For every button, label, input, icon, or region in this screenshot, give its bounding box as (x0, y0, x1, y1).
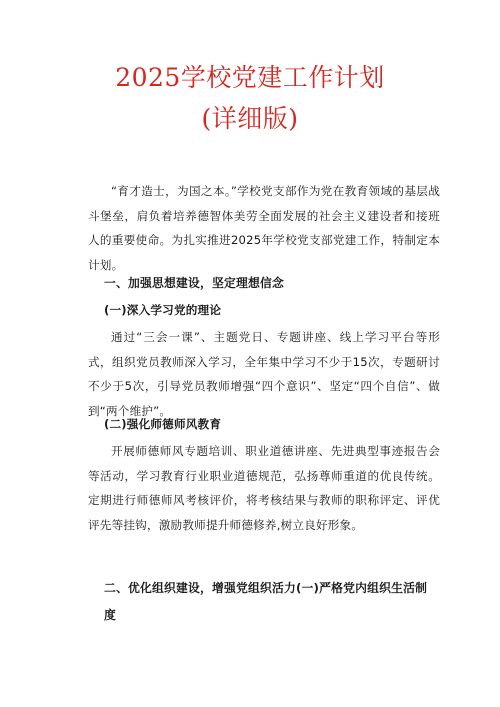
document-title: 2025学校党建工作计划 (115, 63, 385, 92)
section-1-subheading-2: (二)强化师德师风教育 (104, 417, 222, 431)
section-1-paragraph-2-text: 开展师德师风专题培训、职业道德讲座、先进典型事迹报告会等活动，学习教育行业职业道德规范，弘扬尊师重道的优良传统。定期进行师德师风考核评价，将考核结果与教师的职称评定、评优评先等挂钩，激励教师提升师德修养,树立良好形象。 (88, 444, 440, 532)
intro-paragraph (88, 179, 440, 277)
section-1-paragraph-2 (88, 439, 440, 537)
intro-text: “育才造士，为国之本。”学校党支部作为党在教育领域的基层战斗堡垒，肩负着培养德智体美劳全面发展的社会主义建设者和接班人的重要使命。为扎实推进2025年学校党支部党建工作，特制定本计划。 (88, 184, 440, 272)
section-2-heading: 二、优化组织建设，增强党组织活力(一)严格党内组织生活制度 (104, 581, 428, 622)
section-1-paragraph-1 (88, 325, 440, 423)
section-1-paragraph-1-text: 通过“三会一课”、主题党日、专题讲座、线上学习平台等形式，组织党员教师深入学习，全年集中学习不少于15次，专题研讨不少于5次，引导党员教师增强“四个意识”、坚定“四个自信”、做到“两个维护”。 (88, 330, 440, 418)
document-subtitle: (详细版) (201, 104, 299, 133)
section-1-subheading-1: (一)深入学习党的理论 (104, 303, 222, 317)
section-1-heading: 一、加强思想建设，坚定理想信念 (104, 276, 284, 290)
